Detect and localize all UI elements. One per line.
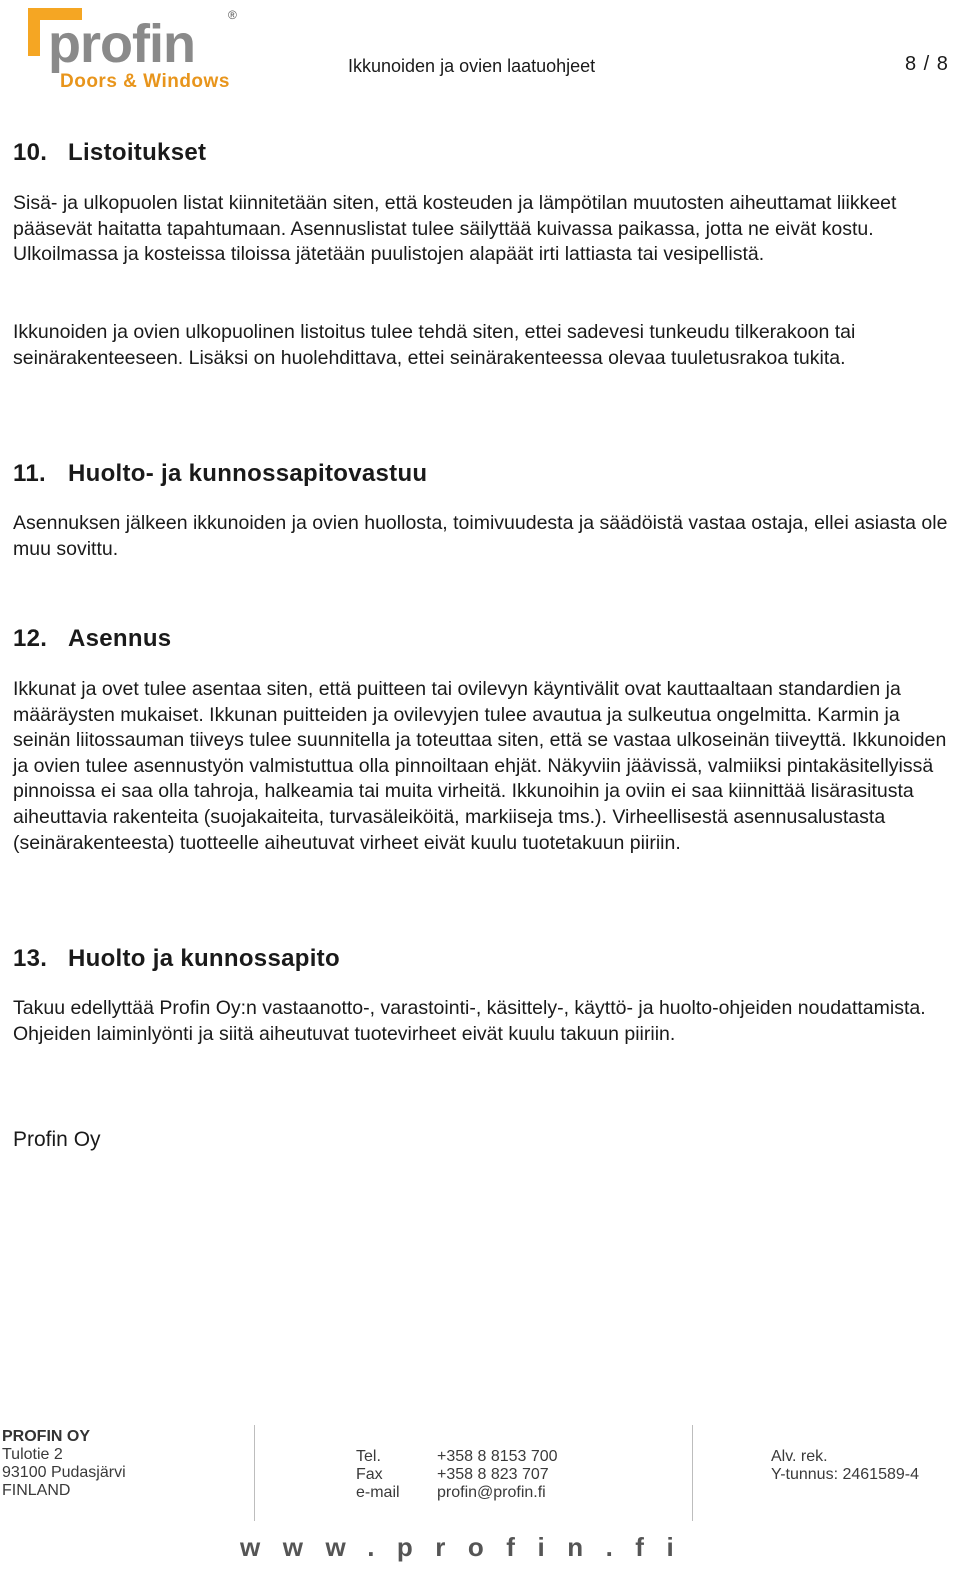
footer-website-link[interactable]: www.profin.fi bbox=[240, 1532, 697, 1562]
page-number: 8 / 8 bbox=[905, 53, 949, 75]
profin-logo bbox=[22, 2, 252, 94]
section-paragraph: Asennuksen jälkeen ikkunoiden ja ovien huollosta, toimivuudesta ja säädöistä vastaa ostaja, ellei asiasta ole muu sovittu. bbox=[13, 512, 948, 560]
footer-contact-labels bbox=[356, 1448, 400, 1502]
footer-alv-label: Alv. rek. bbox=[771, 1448, 828, 1465]
footer-fax-value: +358 8 823 707 bbox=[437, 1466, 549, 1483]
footer-ytunnus-label: Y-tunnus: bbox=[771, 1466, 839, 1483]
logo-wordmark: profin bbox=[48, 14, 195, 74]
footer-ytunnus-value: 2461589-4 bbox=[842, 1466, 919, 1483]
section-title: Huolto- ja kunnossapitovastuu bbox=[68, 460, 428, 487]
section-number: 10. bbox=[13, 139, 48, 166]
section-paragraph: Ikkunat ja ovet tulee asentaa siten, että puitteen tai ovilevyn käyntivälit ovat kauttaaltaan standardien ja määräysten mukaiset. Ikkunan puitteiden ja ovilevyjen tulee avautua ja sulkeutua ongelmitta. Karmin ja seinän liitossauman tiiveys tulee suunnitella ja toteuttaa siten, että se vastaa ulkoseinän tiiveyttä. Ikkunoiden ja ovien tulee asennustyön valmistuttua olla pinnoiltaan ehjät. Näkyviin jäävissä, valmiiksi pintakäsitellyissä pinnoissa ei saa olla tahroja, halkeamia tai muita virheitä. Ikkunoihin ja oviin ei saa kiinnittää lisärasitusta aiheuttavia rakenteita (suojakaiteita, turvasäleiköitä, markiiseja tms.). Virheellisestä asennusalustasta (seinärakenteesta) tuotteelle aiheutuvat virheet eivät kuulu tuotetakuun piiriin. bbox=[13, 678, 947, 854]
footer-city: 93100 Pudasjärvi bbox=[2, 1464, 126, 1481]
section-number: 13. bbox=[13, 945, 48, 972]
footer-street: Tulotie 2 bbox=[2, 1446, 63, 1463]
footer-email-link[interactable]: profin@profin.fi bbox=[437, 1484, 546, 1501]
section-paragraph: Ikkunoiden ja ovien ulkopuolinen listoitus tulee tehdä siten, ettei sadevesi tunkeudu tilkerakoon tai seinärakenteeseen. Lisäksi on huolehdittava, ettei seinärakenteessa olevaa tuuletusrakoa tukita. bbox=[13, 321, 856, 369]
footer-divider bbox=[254, 1425, 255, 1521]
footer-email-label: e-mail bbox=[356, 1484, 400, 1501]
footer-company-name: PROFIN OY bbox=[2, 1428, 91, 1445]
signature: Profin Oy bbox=[13, 1128, 101, 1151]
logo-subtext: Doors & Windows bbox=[60, 71, 230, 92]
footer-country: FINLAND bbox=[2, 1482, 71, 1499]
section-heading-kunnossapito bbox=[13, 945, 953, 973]
section-heading-listoitukset bbox=[13, 139, 953, 167]
logo-registered-mark: ® bbox=[228, 8, 237, 22]
footer-contact-values bbox=[437, 1448, 558, 1502]
section-number: 12. bbox=[13, 625, 48, 652]
section-title: Huolto ja kunnossapito bbox=[68, 945, 340, 972]
section-heading-huoltovastuu bbox=[13, 460, 953, 488]
footer-divider bbox=[692, 1425, 693, 1521]
section-paragraph: Takuu edellyttää Profin Oy:n vastaanotto-, varastointi-, käsittely-, käyttö- ja huolto-ohjeiden noudattamista. Ohjeiden laiminlyönti ja siitä aiheutuvat tuotevirheet eivät kuulu takuun piiriin. bbox=[13, 997, 926, 1045]
section-title: Asennus bbox=[68, 625, 172, 652]
section-number: 11. bbox=[13, 460, 46, 487]
footer-company-address bbox=[2, 1428, 126, 1500]
footer-registration bbox=[771, 1448, 919, 1484]
footer-tel-label: Tel. bbox=[356, 1448, 381, 1465]
section-title: Listoitukset bbox=[68, 139, 207, 166]
section-heading-asennus bbox=[13, 625, 953, 653]
footer-tel-value: +358 8 8153 700 bbox=[437, 1448, 558, 1465]
document-title: Ikkunoiden ja ovien laatuohjeet bbox=[348, 56, 596, 76]
footer-fax-label: Fax bbox=[356, 1466, 383, 1483]
footer-ytunnus bbox=[771, 1466, 919, 1484]
section-paragraph: Sisä- ja ulkopuolen listat kiinnitetään siten, että kosteuden ja lämpötilan muutosten aiheuttamat liikkeet pääsevät haitatta tapahtumaan. Asennuslistat tulee säilyttää kuivassa paikassa, jotta ne eivät kostu. Ulkoilmassa ja kosteissa tiloissa jätetään puulistojen alapäät irti lattiasta tai vesipellistä. bbox=[13, 192, 897, 266]
